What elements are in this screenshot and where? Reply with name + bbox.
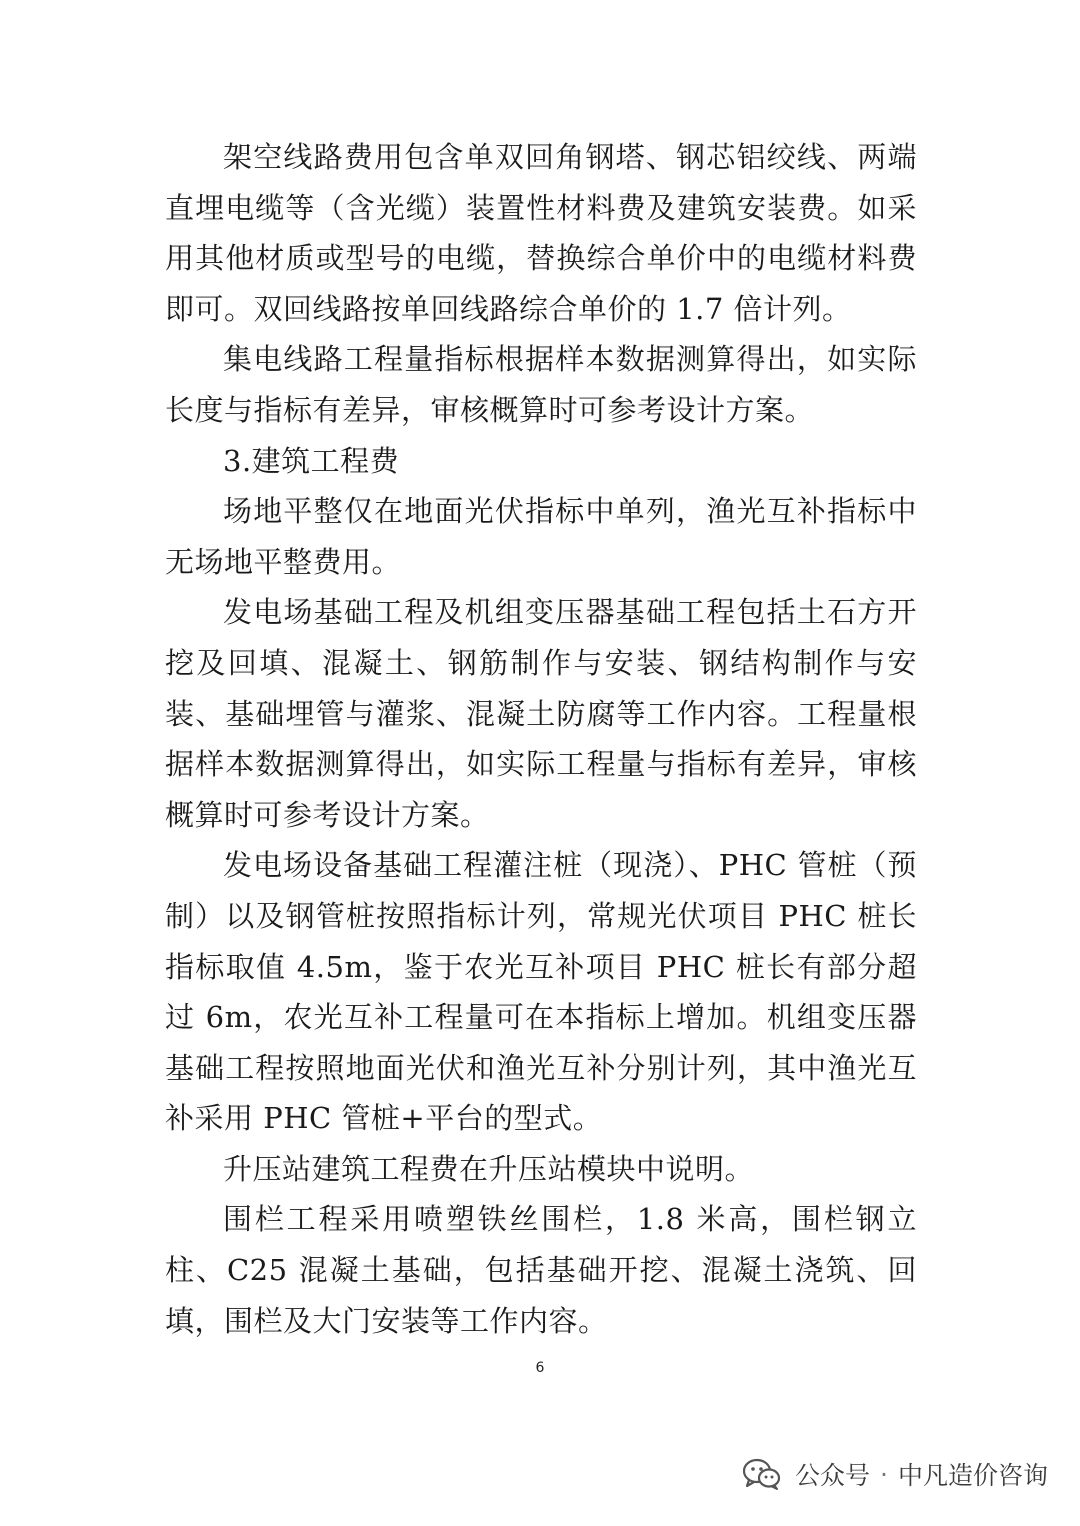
paragraph-fence-works: 围栏工程采用喷塑铁丝围栏，1.8 米高，围栏钢立柱、C25 混凝土基础，包括基础开挖、混凝土浇筑、回填，围栏及大门安装等工作内容。 — [165, 1202, 917, 1338]
paragraph-foundation-works: 发电场基础工程及机组变压器基础工程包括土石方开挖及回填、混凝土、钢筋制作与安装、钢结构制作与安装、基础埋管与灌浆、混凝土防腐等工作内容。工程量根据样本数据测算得出，如实际工程量与指标有差异，审核概算时可参考设计方案。 — [165, 595, 917, 832]
watermark — [743, 1454, 1048, 1494]
page-number: 6 — [535, 1360, 545, 1376]
section-heading-construction-cost: 3.建筑工程费 — [223, 443, 400, 478]
wechat-icon — [743, 1458, 781, 1490]
watermark-account: 中凡造价咨询 — [897, 1461, 1048, 1490]
paragraph-pile-foundation: 发电场设备基础工程灌注桩（现浇）、PHC 管桩（预制）以及钢管桩按照指标计列，常规光伏项目 PHC 桩长指标取值 4.5m，鉴于农光互补项目 PHC 桩长有部分超过 6m，农光互补工程量可在本指标上增加。机组变压器基础工程按照地面光伏和渔光互补分别计列，其中渔光互补采用 PHC 管桩+平台的型式。 — [165, 848, 917, 1136]
watermark-separator: · — [880, 1459, 888, 1489]
watermark-label: 公众号 — [795, 1461, 871, 1490]
paragraph-site-leveling: 场地平整仅在地面光伏指标中单列，渔光互补指标中无场地平整费用。 — [165, 494, 917, 579]
paragraph-collector-line-quantity: 集电线路工程量指标根据样本数据测算得出，如实际长度与指标有差异，审核概算时可参考设计方案。 — [165, 342, 917, 427]
paragraph-substation-cost: 升压站建筑工程费在升压站模块中说明。 — [223, 1151, 755, 1186]
paragraph-overhead-line-cost: 架空线路费用包含单双回角钢塔、钢芯铝绞线、两端直埋电缆等（含光缆）装置性材料费及建筑安装费。如采用其他材质或型号的电缆，替换综合单价中的电缆材料费即可。双回线路按单回线路综合单价的 1.7 倍计列。 — [165, 140, 917, 326]
document-body — [165, 132, 917, 1346]
